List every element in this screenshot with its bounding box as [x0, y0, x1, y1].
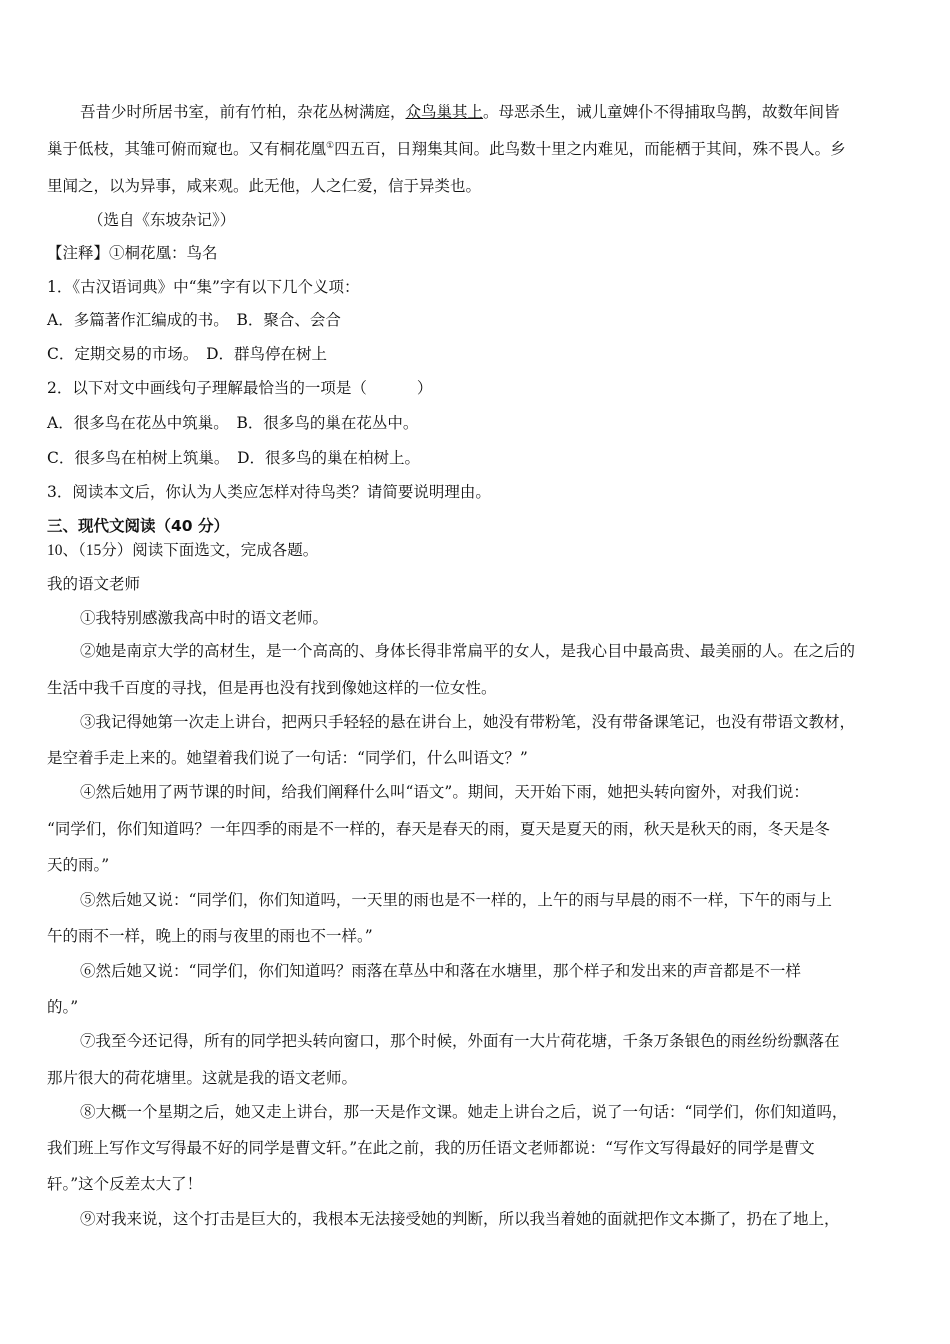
essay-line-3: 生活中我千百度的寻找，但是再也没有找到像她这样的一位女性。 — [47, 679, 497, 697]
essay-line-6: ④然后她用了两节课的时间，给我们阐释什么叫“语文”。期间，天开始下雨，她把头转向窗外，对我们说： — [80, 783, 809, 801]
underlined-sentence: 众鸟巢其上 — [405, 103, 484, 121]
essay-line-11: ⑥然后她又说：“同学们，你们知道吗？雨落在草丛中和落在水塘里，那个样子和发出来的声音都是不一样 — [80, 962, 801, 980]
essay-title: 我的语文老师 — [47, 575, 141, 593]
text-segment: 巢于低枝，其雏可俯而窥也。又有桐花凰 — [47, 140, 327, 158]
annotation-note: 【注释】①桐花凰：鸟名 — [47, 244, 218, 262]
essay-line-9: ⑤然后她又说：“同学们，你们知道吗，一天里的雨也是不一样的，上午的雨与早晨的雨不一样，下午的雨与上 — [80, 891, 832, 909]
essay-line-5: 是空着手走上来的。她望着我们说了一句话：“同学们，什么叫语文？” — [47, 749, 528, 767]
question-2-close: ） — [416, 379, 433, 397]
classical-line-1 — [80, 102, 910, 122]
text-segment: 四五百，日翔集其间。此鸟数十里之内难见，而能栖于其间，殊不畏人。乡 — [334, 140, 846, 158]
essay-line-1: ①我特别感激我高中时的语文老师。 — [80, 609, 329, 627]
essay-line-10: 午的雨不一样，晚上的雨与夜里的雨也不一样。” — [47, 927, 373, 945]
question-1-options-cd: C．定期交易的市场。 D．群鸟停在树上 — [47, 345, 328, 363]
text-segment: 。母恶杀生，诫儿童婢仆不得捕取鸟鹊，故数年间皆 — [483, 103, 840, 121]
source-citation: （选自《东坡杂记》） — [88, 211, 236, 229]
question-2-options-cd: C．很多鸟在柏树上筑巢。 D．很多鸟的巢在柏树上。 — [47, 449, 421, 467]
question-1-options-ab: A．多篇著作汇编成的书。 B．聚合、会合 — [47, 311, 341, 329]
essay-line-15: ⑧大概一个星期之后，她又走上讲台，那一天是作文课。她走上讲台之后，说了一句话：“同学们，你们知道吗， — [80, 1103, 848, 1121]
essay-line-7: “同学们，你们知道吗？一年四季的雨是不一样的，春天是春天的雨，夏天是夏天的雨，秋天是秋天的雨，冬天是冬 — [47, 820, 830, 838]
classical-line-3: 里闻之，以为异事，咸来观。此无他，人之仁爱，信于异类也。 — [47, 177, 482, 195]
question-1: 1．《古汉语词典》中“集”字有以下几个义项： — [47, 278, 360, 296]
question-3: 3．阅读本文后，你认为人类应怎样对待鸟类？请简要说明理由。 — [47, 483, 491, 501]
essay-line-8: 天的雨。” — [47, 856, 110, 874]
text-segment: 吾昔少时所居书室，前有竹柏，杂花丛树满庭， — [80, 103, 406, 121]
classical-line-2 — [47, 139, 910, 159]
essay-line-2: ②她是南京大学的高材生，是一个高高的、身体长得非常扁平的女人，是我心目中最高贵、最美丽的人。在之后的 — [80, 642, 856, 660]
essay-line-18: ⑨对我来说，这个打击是巨大的，我根本无法接受她的判断，所以我当着她的面就把作文本撕了，扔在了地上， — [80, 1210, 840, 1228]
question-2 — [47, 378, 910, 398]
essay-line-16: 我们班上写作文写得最不好的同学是曹文轩。”在此之前，我的历任语文老师都说：“写作文写得最好的同学是曹文 — [47, 1139, 815, 1157]
essay-line-12: 的。” — [47, 998, 79, 1016]
essay-line-17: 轩。”这个反差太大了！ — [47, 1175, 203, 1193]
section-heading: 三、现代文阅读（40 分） — [47, 517, 229, 535]
task-instruction: 10、（15分）阅读下面选文，完成各题。 — [47, 542, 319, 559]
essay-line-13: ⑦我至今还记得，所有的同学把头转向窗口，那个时候，外面有一大片荷花塘，千条万条银色的雨丝纷纷飘落在 — [80, 1032, 840, 1050]
question-2-text: 2．以下对文中画线句子理解最恰当的一项是（ — [47, 379, 367, 397]
essay-line-14: 那片很大的荷花塘里。这就是我的语文老师。 — [47, 1069, 358, 1087]
essay-line-4: ③我记得她第一次走上讲台，把两只手轻轻的悬在讲台上，她没有带粉笔，没有带备课笔记，也没有带语文教材， — [80, 713, 856, 731]
footnote-marker: ① — [326, 140, 335, 151]
question-2-options-ab: A．很多鸟在花丛中筑巢。 B．很多鸟的巢在花丛中。 — [47, 414, 419, 432]
